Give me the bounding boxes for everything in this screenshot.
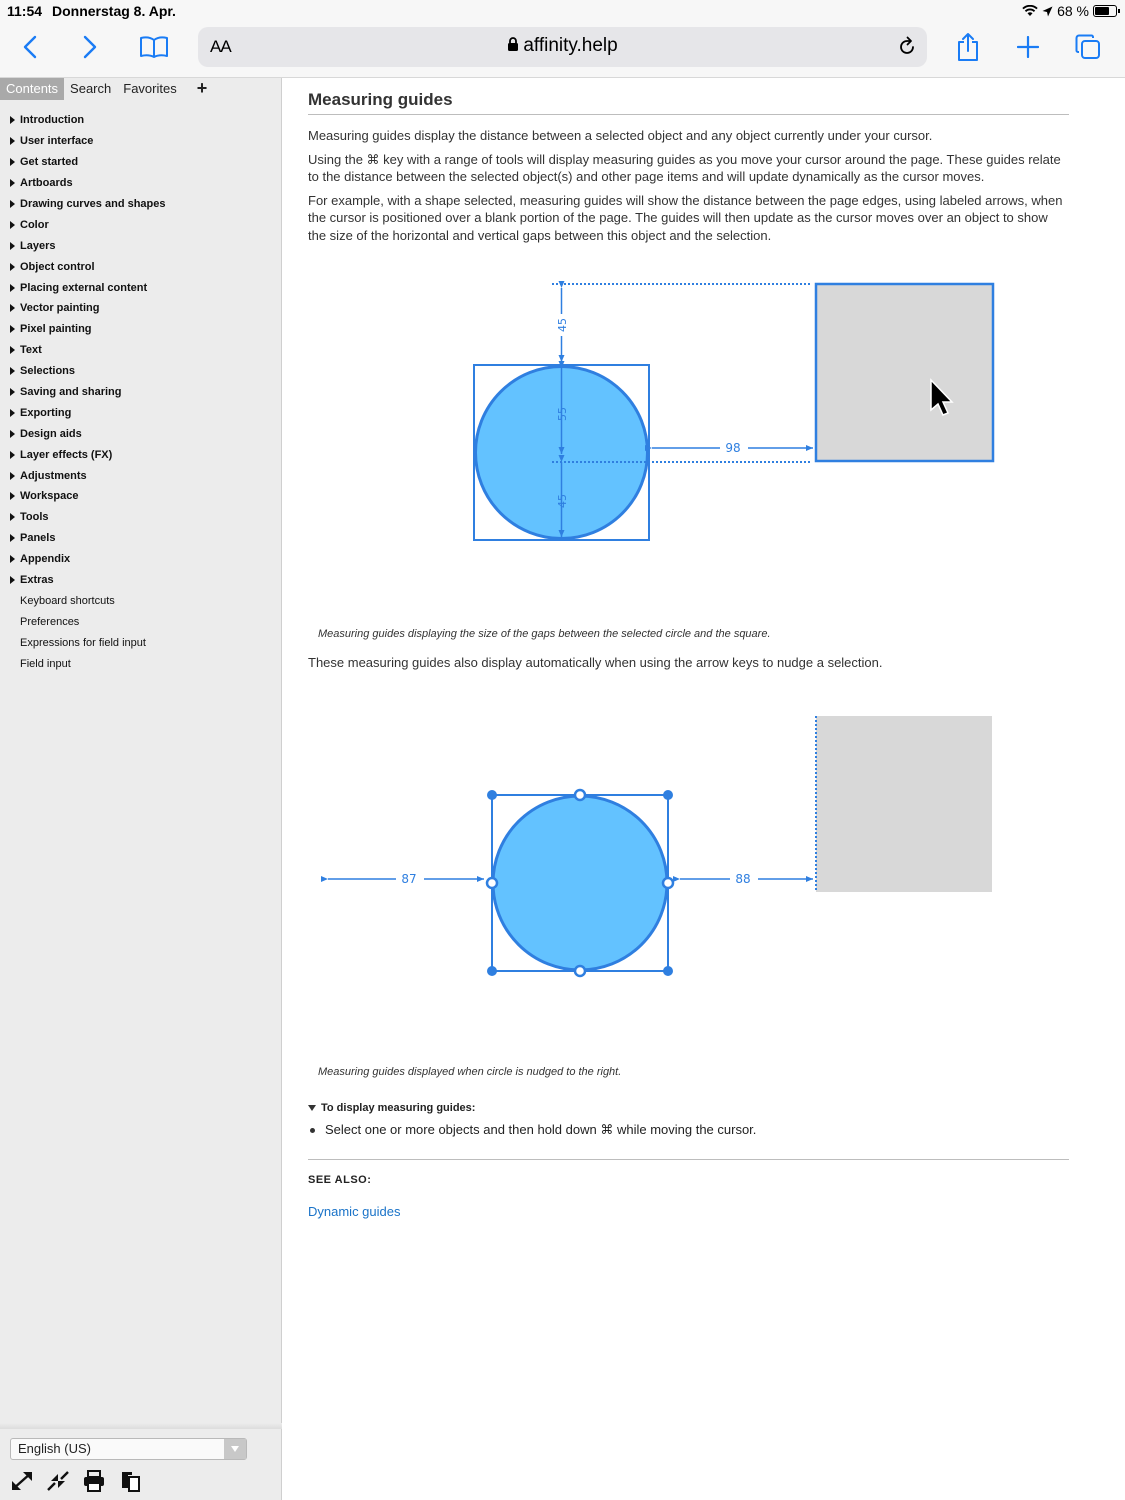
nudge-paragraph: These measuring guides also display automatically when using the arrow keys to nudge a selection. [308,655,883,670]
figure-1-illustration [308,258,1069,628]
collapse-all-icon[interactable] [46,1470,70,1492]
toc-section-item[interactable] [0,319,281,340]
disclosure-triangle-icon [10,534,15,542]
page-title: Measuring guides [308,90,1069,115]
disclosure-triangle-icon [10,576,15,584]
toc-section-label: Layer effects (FX) [20,448,113,461]
left-gap-label: 87 [401,871,417,886]
disclosure-triangle-icon [10,137,15,145]
new-tab-button[interactable] [1008,30,1048,64]
toc-section-item[interactable] [0,298,281,319]
toc-section-label: Color [20,218,49,231]
toc-section-item[interactable] [0,235,281,256]
url-text: affinity.help [523,35,618,56]
disclosure-triangle-icon [10,304,15,312]
disclosure-triangle-icon [10,409,15,417]
reload-icon[interactable] [895,35,919,59]
corner-handle[interactable] [663,790,673,800]
tabs-overview-button[interactable] [1068,30,1108,64]
disclosure-triangle-icon [10,325,15,333]
toc-section-item[interactable] [0,152,281,173]
table-of-contents [0,110,281,674]
target-square [816,284,993,461]
procedure-step: Select one or more objects and then hold down ⌘ while moving the cursor. [308,1122,1069,1138]
see-also-heading: SEE ALSO: [308,1173,372,1186]
toc-section-label: Exporting [20,406,72,419]
disclosure-triangle-icon [10,179,15,187]
back-button[interactable] [10,30,50,64]
bookmarks-button[interactable] [134,30,174,64]
toc-section-item[interactable] [0,444,281,465]
tabs-icon [1075,34,1101,60]
expand-all-icon[interactable] [10,1470,34,1492]
toc-section-item[interactable] [0,507,281,528]
toc-section-label: Artboards [20,177,73,190]
browser-toolbar [0,22,1125,78]
toc-section-item[interactable] [0,214,281,235]
toc-section-item[interactable] [0,256,281,277]
copy-icon[interactable] [118,1470,142,1492]
figure-1-caption: Measuring guides displaying the size of the gaps between the selected circle and the square. [318,628,771,640]
share-icon [956,32,980,62]
toc-section-label: Extras [20,574,54,587]
figure-2-illustration [308,686,1069,1066]
disclosure-triangle-icon [10,284,15,292]
disclosure-triangle-icon [10,116,15,124]
toc-section-item[interactable] [0,340,281,361]
toc-section-item[interactable] [0,173,281,194]
address-bar[interactable] [198,27,927,67]
toc-page-item[interactable]: Preferences [20,615,80,628]
language-value: English (US) [18,1441,91,1456]
figure-2-caption: Measuring guides displayed when circle is nudged to the right. [318,1065,622,1078]
toc-section-label: Appendix [20,553,71,566]
location-icon [1042,6,1053,17]
toc-section-label: Adjustments [20,469,87,482]
disclosure-triangle-icon [308,1105,316,1111]
corner-handle[interactable] [487,790,497,800]
wifi-icon [1022,5,1038,17]
disclosure-triangle-icon [10,221,15,229]
circle-lower-label: 45 [556,494,569,508]
toc-section-label: Saving and sharing [20,386,122,399]
tab-search[interactable]: Search [70,81,112,96]
edge-handle[interactable] [487,878,497,888]
battery-percent: 68 % [1057,3,1089,19]
section-divider [308,1159,1069,1160]
disclosure-triangle-icon [10,346,15,354]
edge-handle[interactable] [575,966,585,976]
figure-nudge [308,686,1069,1066]
target-square [816,716,992,892]
toc-page-item[interactable]: Expressions for field input [20,636,146,649]
toc-section-label: Placing external content [20,281,148,294]
disclosure-triangle-icon [10,367,15,375]
disclosure-triangle-icon [10,513,15,521]
toc-section-item[interactable] [0,110,281,131]
disclosure-triangle-icon [10,472,15,480]
toc-section-label: Drawing curves and shapes [20,198,166,210]
toc-section-item[interactable] [0,465,281,486]
intro-paragraph: Measuring guides display the distance between a selected object and any object currently under your cursor. [308,128,933,143]
toc-section-label: Get started [20,156,79,169]
status-right [1022,3,1117,19]
procedure-toggle[interactable] [308,1102,1069,1114]
toc-section-label: Vector painting [20,302,100,315]
toc-section-label: Object control [20,260,95,273]
status-time: 11:54 [7,3,43,19]
forward-button[interactable] [70,30,110,64]
corner-handle[interactable] [487,966,497,976]
toc-section-label: Tools [20,511,49,524]
usage-paragraph: Using the ⌘ key with a range of tools will display measuring guides as you move your cursor around the page. These guides relate to the distance between the selected object(s) and other page items and will update dynamically as the cursor moves. [308,151,1061,184]
toc-section-item[interactable] [0,382,281,403]
disclosure-triangle-icon [10,492,15,500]
book-icon [139,35,169,59]
disclosure-triangle-icon [10,430,15,438]
disclosure-triangle-icon [10,388,15,396]
toc-section-label: Pixel painting [20,323,92,336]
toc-section-item[interactable] [0,402,281,423]
status-bar [0,0,1125,22]
toc-page-item[interactable]: Field input [20,657,71,670]
tab-favorites[interactable]: Favorites [123,81,177,96]
add-favorite-icon[interactable]: + [196,78,208,98]
horizontal-gap-label: 98 [725,441,741,455]
figure-measuring-gaps [308,258,1069,628]
toc-section-label: Layers [20,239,56,252]
language-select[interactable] [10,1438,247,1460]
right-gap-label: 88 [735,871,751,886]
print-icon[interactable] [82,1470,106,1492]
selected-circle [493,796,667,970]
sidebar-tabs [0,78,281,100]
url-display[interactable] [198,35,927,57]
status-date: Donnerstag 8. Apr. [52,3,176,19]
sidebar-tools [10,1470,142,1492]
toc-section-label: User interface [20,135,94,148]
disclosure-triangle-icon [10,263,15,271]
chevron-left-icon [23,35,37,59]
toc-section-item[interactable] [0,486,281,507]
example-paragraph: For example, with a shape selected, measuring guides will show the distance between the page edges, using labeled arrows, when the cursor is positioned over a blank portion of the page. The guides will then update as the cursor moves over an object to show the size of the horizontal and vertical gaps between this object and the selection. [308,192,1063,243]
battery-icon [1093,5,1117,17]
disclosure-triangle-icon [10,158,15,166]
link-dynamic-guides[interactable]: Dynamic guides [308,1203,401,1219]
disclosure-triangle-icon [10,242,15,250]
disclosure-triangle-icon [10,451,15,459]
toc-section-label: Selections [20,365,76,378]
toc-section-item[interactable] [0,361,281,382]
toc-section-item[interactable] [0,549,281,570]
toc-section-item[interactable] [0,194,281,215]
tab-contents[interactable]: Contents [0,78,64,100]
procedure-title: To display measuring guides: [321,1101,476,1114]
corner-handle[interactable] [663,966,673,976]
article [308,78,1069,1219]
edge-handle[interactable] [575,790,585,800]
toc-section-label: Text [20,344,42,357]
toc-page-item[interactable]: Keyboard shortcuts [20,594,115,607]
text-size-button[interactable]: AA [210,37,231,56]
lock-icon [507,37,519,52]
disclosure-triangle-icon [10,555,15,563]
toc-section-label: Panels [20,532,56,545]
chevron-down-icon [224,1439,246,1459]
toc-section-item[interactable] [0,570,281,591]
plus-icon [1017,36,1039,58]
toc-section-label: Workspace [20,490,79,503]
toc-section-item[interactable] [0,528,281,549]
circle-upper-label: 55 [556,407,569,421]
disclosure-triangle-icon [10,200,15,208]
toc-section-label: Introduction [20,114,85,127]
toc-section-item[interactable] [0,131,281,152]
share-button[interactable] [948,30,988,64]
top-gap-label: 45 [556,318,569,332]
help-sidebar [0,78,282,1500]
toc-section-item[interactable] [0,423,281,444]
sidebar-footer-divider [0,1423,282,1429]
toc-section-label: Design aids [20,427,82,440]
edge-handle[interactable] [663,878,673,888]
toc-section-item[interactable] [0,277,281,298]
chevron-right-icon [83,35,97,59]
